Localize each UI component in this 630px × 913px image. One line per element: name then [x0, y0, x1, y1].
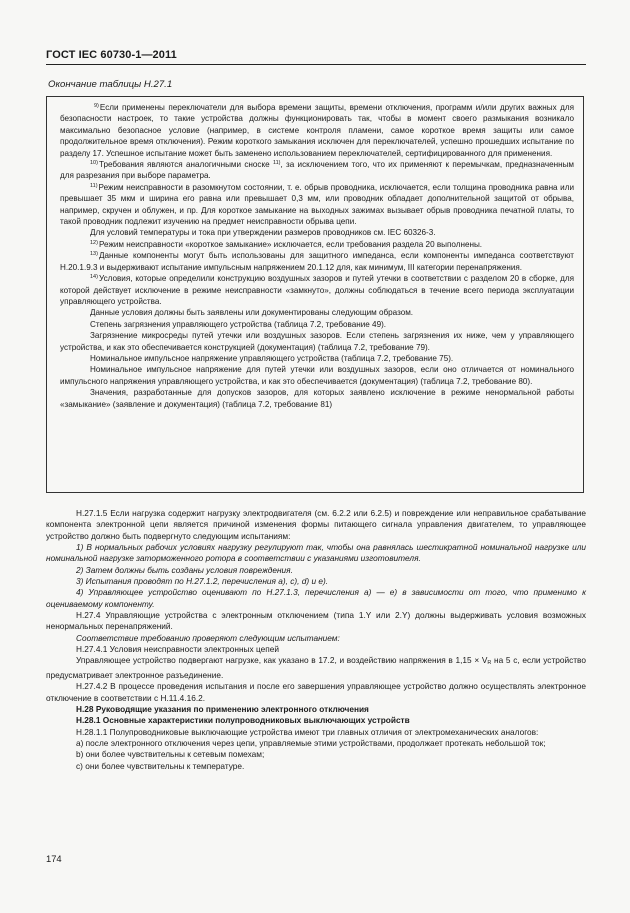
footnote-text: Если применены переключатели для выбора времени защиты, времени отключения, программ и/или других важных для безопасности настроек, то такие устройства должны функционировать так, чтобы в момент своего размыкания возникало максимально безопасное условие (например, в системе контроля пламени, самое короткое время защиты или самое продолжительное время отключения). Режим короткого замыкания исключен для переключателей, успешно прошедших испытание по разделу 17. Успешное испытание может быть заменено использованием переключателей, сертифицированного для применения.	[60, 103, 574, 158]
table-footnotes-box	[46, 96, 584, 493]
list-item: c) они более чувствительны к температуре.	[76, 760, 245, 771]
body-paragraph: Н.27.4.2 В процессе проведения испытания и после его завершения управляющее устройство должно осуществлять электронное отключение в соответствии с Н.11.4.16.2.	[46, 681, 586, 703]
main-body-text	[46, 508, 586, 772]
footnote-10	[60, 159, 574, 182]
table-caption: Окончание таблицы Н.27.1	[48, 79, 173, 90]
voltage-text-a: Управляющее устройство подвергают нагрузке, как указано в 17.2, и воздействию напряжения в 1,15 × V	[76, 655, 488, 666]
footnote-paragraph: Степень загрязнения управляющего устройства (таблица 7.2, требование 49).	[90, 319, 387, 329]
footnote-text: , за исключением того, что их применяют к перемычкам, предназначенным для разрезания при выборе параметра.	[60, 160, 575, 181]
footnote-paragraph: Для условий температуры и тока при утверждении размеров проводников см. IEC 60326-3.	[90, 228, 436, 238]
footnote-text: Условия, которые определили конструкцию воздушных зазоров и путей утечки в соответствии с разделом 20 в сборке, для которой действует исключение в режиме неисправности «замкнуто», должны соблюдаться в течение всего периода эксплуатации управляющего устройства.	[60, 274, 574, 306]
footnote-12	[60, 239, 574, 250]
body-paragraph-italic: 1) В нормальных рабочих условиях нагрузку регулируют так, чтобы она равнялась шестикратной номинальной нагрузке или номинальной нагрузке заторможенного ротора в соответствии с указаниями изготовителя.	[46, 542, 586, 564]
document-header: ГОСТ IEC 60730-1—2011	[46, 49, 177, 61]
footnote-marker: 14)	[90, 274, 98, 281]
section-heading: Н.28 Руководящие указания по применению электронного отключения	[76, 703, 369, 714]
footnote-marker: 12)	[90, 239, 98, 246]
list-item: а) после электронного отключения через цепи, управляемые этими устройствами, продолжает протекать небольшой ток;	[76, 737, 546, 748]
body-paragraph: Н.28.1.1 Полупроводниковые выключающие устройства имеют три главных отличия от электромеханических аналогов:	[76, 726, 539, 737]
body-paragraph	[46, 655, 586, 681]
header-rule	[46, 64, 586, 65]
body-paragraph: Н.27.1.5 Если нагрузка содержит нагрузку электродвигателя (см. 6.2.2 или 6.2.5) и повреждение или неправильное срабатывание компонента электронной цепи является причиной изменения формы питающего сигнала управления двигателем, то управляющее устройство должно быть подвергнуто следующим испытаниям:	[46, 508, 586, 541]
body-paragraph: Н.27.4 Управляющие устройства с электронным отключением (типа 1.Y или 2.Y) должны выдерживать условия возможных ненормальных перенапряжений.	[46, 610, 586, 632]
footnote-reference: 11)	[272, 160, 281, 167]
footnote-14	[60, 273, 574, 307]
footnote-marker: 9)	[94, 103, 99, 109]
footnote-paragraph: Номинальное импульсное напряжение управляющего устройства (таблица 7.2, требование 75).	[90, 353, 454, 363]
body-paragraph-italic: 3) Испытания проводят по Н.27.1.2, перечисления а), с), d) и е).	[76, 576, 329, 587]
footnote-paragraph: Значения, разработанные для допусков зазоров, для которых заявлено исключение в режиме ненормальной работы «замыкание» (заявление и документация) (таблица 7.2, требование 81)	[60, 388, 574, 409]
body-paragraph-italic: 4) Управляющее устройство оценивают по Н.27.1.3, перечисления а) — е) в зависимости от того, что применимо к оцениваемому компоненту.	[46, 587, 586, 609]
footnote-text: Данные компоненты могут быть использованы для защитного импеданса, если компоненты импеданса соответствуют Н.20.1.9.3 и выдерживают испытание импульсным напряжением 20.1.12 для, как минимум, III категории перенапряжения.	[60, 251, 574, 272]
footnote-text: Требования являются аналогичными сноске	[98, 160, 273, 170]
body-paragraph-italic: 2) Затем должны быть созданы условия повреждения.	[76, 564, 293, 575]
footnote-13	[60, 250, 574, 273]
footnote-marker: 13)	[90, 251, 98, 258]
body-paragraph: Н.27.4.1 Условия неисправности электронных цепей	[76, 644, 279, 655]
body-paragraph-italic: Соответствие требованию проверяют следующим испытанием:	[76, 632, 340, 643]
footnote-text: Режим неисправности в разомкнутом состоянии, т. е. обрыв проводника, исключается, если толщина проводника равна или превышает 35 мкм и ширина его равна или превышает 0,3 мм, или проводник обладает дополнительной защитой от обрыва, например, скручен и облужен, и пр. Для короткое замыкание на выходных зажимах вызывает обрыв проводника печатной платы, то такой проводник подлежит изучению на предмет неисправности обрыва цепи.	[60, 182, 574, 227]
footnote-paragraph: Номинальное импульсное напряжение для путей утечки или воздушных зазоров, если оно отличается от номинального импульсного напряжения управляющего устройства, и как это обеспечивается (документация) (таблица 7.2, требование 80).	[60, 365, 574, 386]
subsection-heading: Н.28.1 Основные характеристики полупроводниковых выключающих устройств	[76, 715, 410, 726]
footnote-marker: 10)	[90, 160, 98, 167]
footnote-text: Режим неисправности «короткое замыкание» исключается, если требования раздела 20 выполнены.	[98, 239, 483, 249]
voltage-subscript: R	[487, 660, 492, 667]
page-number: 174	[46, 853, 62, 864]
footnote-11	[60, 182, 574, 228]
footnote-9	[60, 102, 574, 159]
voltage-text-b: на 5 с, если устройство предусматривает электронное разъединение.	[46, 655, 586, 680]
footnote-marker: 11)	[90, 182, 98, 189]
footnote-paragraph: Данные условия должны быть заявлены или документированы следующим образом.	[90, 308, 414, 318]
list-item: b) они более чувствительны к сетевым помехам;	[76, 749, 265, 760]
footnote-paragraph: Загрязнение микросреды путей утечки или воздушных зазоров. Если степень загрязнения их ниже, чем у управляющего устройства, и как это обеспечивается конструкцией (документация) (таблица 7.2, требование 79).	[60, 331, 574, 352]
